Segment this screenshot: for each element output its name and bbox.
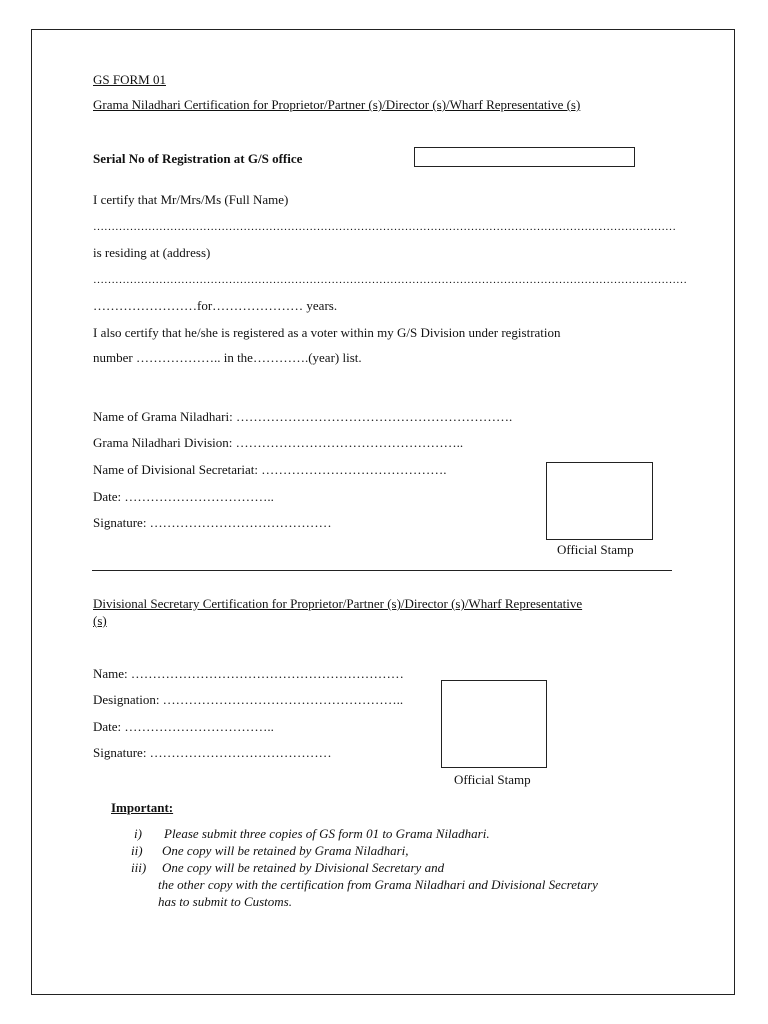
full-name-line[interactable]: …………………………………………………………………………………………………………………………………………… <box>93 221 676 233</box>
gn-stamp-box <box>546 462 653 540</box>
residing-label: is residing at (address) <box>93 245 211 260</box>
ds-signature-field[interactable]: Signature: …………………………………… <box>93 745 332 760</box>
serial-label: Serial No of Registration at G/S office <box>93 151 303 166</box>
ds-designation-field[interactable]: Designation: ……………………………………………….. <box>93 692 404 707</box>
gn-division-field[interactable]: Grama Niladhari Division: …………………………………………….. <box>93 435 464 450</box>
gn-stamp-label: Official Stamp <box>557 542 634 557</box>
important-heading: Important: <box>111 800 174 815</box>
gn-name-field[interactable]: Name of Grama Niladhari: ………………………………………………………. <box>93 409 513 424</box>
voter-line-1: I also certify that he/she is registered as a voter within my G/S Division under registration <box>93 325 561 340</box>
years-line[interactable]: ……………………for………………… years. <box>93 298 338 313</box>
ds-stamp-box <box>441 680 547 768</box>
gn-ds-field[interactable]: Name of Divisional Secretariat: ……………………………………. <box>93 462 447 477</box>
ds-heading-cont: (s) <box>93 613 107 628</box>
list-num: ii) <box>131 843 143 858</box>
list-num: i) <box>134 826 142 841</box>
ds-date-field[interactable]: Date: …………………………….. <box>93 719 274 734</box>
form-subtitle: Grama Niladhari Certification for Proprietor/Partner (s)/Director (s)/Wharf Representative (s) <box>93 97 581 112</box>
ds-name-field[interactable]: Name: ……………………………………………………… <box>93 666 404 681</box>
form-title: GS FORM 01 <box>93 72 166 87</box>
certify-name-label: I certify that Mr/Mrs/Ms (Full Name) <box>93 192 289 207</box>
address-line[interactable]: ……………………………………………………………………………………………………………………………………………… <box>93 274 687 286</box>
gn-signature-field[interactable]: Signature: …………………………………… <box>93 515 332 530</box>
ds-stamp-label: Official Stamp <box>454 772 531 787</box>
list-num: iii) <box>131 860 147 875</box>
section-divider <box>92 570 672 571</box>
list-item-cont: has to submit to Customs. <box>158 894 292 909</box>
serial-number-field[interactable] <box>414 147 635 167</box>
list-item: One copy will be retained by Grama Niladhari, <box>162 843 409 858</box>
ds-heading: Divisional Secretary Certification for Proprietor/Partner (s)/Director (s)/Wharf Representative <box>93 596 583 611</box>
voter-line-2[interactable]: number ……………….. in the………….(year) list. <box>93 350 362 365</box>
gn-date-field[interactable]: Date: …………………………….. <box>93 489 274 504</box>
list-item: Please submit three copies of GS form 01 to Grama Niladhari. <box>164 826 490 841</box>
list-item-cont: the other copy with the certification from Grama Niladhari and Divisional Secretary <box>158 877 598 892</box>
list-item: One copy will be retained by Divisional Secretary and <box>162 860 445 875</box>
